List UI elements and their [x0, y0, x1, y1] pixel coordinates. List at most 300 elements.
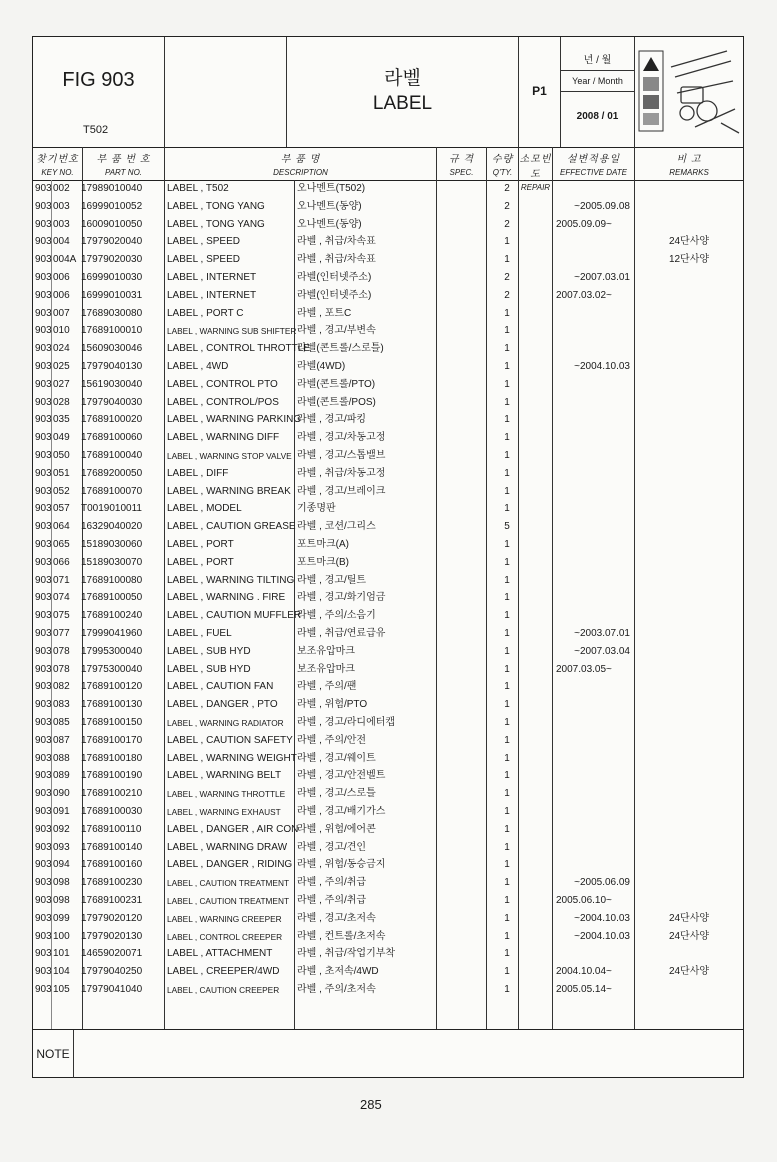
table-row — [33, 500, 743, 518]
table-row — [33, 714, 743, 732]
part-number: 15189030070 — [81, 556, 143, 568]
table-row — [33, 678, 743, 696]
table-row — [33, 839, 743, 857]
key-number: 050 — [53, 450, 70, 461]
description-ko: 라벨(인터넷주소) — [297, 289, 372, 301]
table-row — [33, 785, 743, 803]
key-number: 025 — [53, 361, 70, 372]
quantity: 1 — [504, 734, 510, 746]
part-number: 17979020130 — [81, 930, 143, 942]
table-row — [33, 394, 743, 412]
quantity: 1 — [504, 254, 510, 266]
quantity: 1 — [504, 877, 510, 889]
remarks: 24단사양 — [668, 236, 710, 248]
key-prefix: 903 — [35, 859, 52, 871]
effective-date: ~2005.09.08 — [574, 200, 630, 212]
part-number: 16999010031 — [81, 289, 143, 301]
part-number: 17999041960 — [81, 628, 143, 639]
effective-date: ~2003.07.01 — [574, 628, 630, 639]
key-number: 024 — [53, 343, 70, 355]
quantity: 1 — [504, 912, 510, 924]
key-prefix: 903 — [35, 912, 52, 924]
table-row — [33, 536, 743, 554]
table-row — [33, 305, 743, 323]
key-prefix: 903 — [35, 467, 52, 479]
table-row — [33, 198, 743, 216]
description-en: LABEL , CONTROL CREEPER — [167, 931, 283, 942]
description-en: LABEL , T502 — [167, 183, 229, 194]
key-prefix: 903 — [35, 681, 52, 693]
key-prefix: 903 — [35, 236, 52, 248]
key-prefix: 903 — [35, 485, 52, 497]
key-number: 078 — [53, 645, 70, 657]
key-number: 007 — [53, 307, 70, 319]
part-number: 17689100120 — [81, 681, 143, 693]
table-row — [33, 251, 743, 269]
table-row — [33, 447, 743, 465]
description-ko: 라벨 , 포트C — [297, 307, 352, 319]
header-repair: 소모빈도 REPAIR — [519, 147, 553, 180]
table-row — [33, 518, 743, 536]
part-number: 17689100140 — [81, 841, 143, 853]
description-en: LABEL , CAUTION MUFFLER — [167, 610, 302, 622]
table-row — [33, 767, 743, 785]
remarks: 24단사양 — [668, 930, 710, 942]
part-number: 15189030060 — [81, 539, 143, 550]
table-row — [33, 465, 743, 483]
key-prefix: 903 — [35, 645, 52, 657]
key-prefix: 903 — [35, 450, 52, 461]
description-en: LABEL , CONTROL/POS — [167, 396, 279, 408]
effective-date: 2005.05.14~ — [556, 984, 612, 995]
description-en: LABEL , WARNING RADIATOR — [167, 718, 284, 728]
part-number: 17689100230 — [81, 877, 143, 889]
key-number: 075 — [53, 610, 70, 622]
key-prefix: 903 — [35, 770, 52, 782]
key-prefix: 903 — [35, 574, 52, 586]
part-number: 17979020040 — [81, 236, 143, 248]
header-part-no: 부 품 번 호 PART NO. — [83, 147, 165, 180]
part-number: 17689100180 — [81, 752, 143, 764]
part-number: 17979020120 — [81, 912, 143, 924]
quantity: 1 — [504, 895, 510, 906]
table-row — [33, 376, 743, 394]
key-prefix: 903 — [35, 521, 52, 533]
key-number: 074 — [53, 592, 70, 604]
remarks: 12단사양 — [668, 254, 710, 266]
note-label: NOTE — [33, 1030, 74, 1078]
description-ko: 라벨 , 경고/견인 — [297, 841, 367, 853]
part-number: 17689100030 — [81, 806, 143, 817]
effective-date: 2005.06.10~ — [556, 895, 612, 906]
description-ko: 라벨 , 취급/차속표 — [297, 254, 376, 266]
description-en: LABEL , DIFF — [167, 467, 229, 479]
description-en: LABEL , MODEL — [167, 503, 242, 515]
header-remarks: 비 고 REMARKS — [669, 154, 709, 177]
part-number: 17689100170 — [81, 734, 143, 746]
quantity: 5 — [504, 521, 510, 533]
table-row — [33, 696, 743, 714]
quantity: 1 — [504, 378, 510, 390]
part-number: 17689100050 — [81, 592, 143, 604]
key-number: 100 — [53, 930, 70, 942]
description-ko: 라벨 , 초저속/4WD — [297, 966, 379, 978]
key-prefix: 903 — [35, 325, 52, 337]
description-en: LABEL , CAUTION TREATMENT — [167, 896, 290, 906]
key-number: 004A — [53, 254, 77, 266]
key-prefix: 903 — [35, 396, 52, 408]
remarks: 24단사양 — [668, 966, 710, 978]
key-number: 092 — [53, 823, 70, 835]
table-row — [33, 358, 743, 376]
key-number: 066 — [53, 556, 70, 568]
quantity: 1 — [504, 859, 510, 871]
description-ko: 라벨 , 주의/취급 — [297, 895, 367, 906]
part-number: 17689100070 — [81, 485, 143, 497]
part-number: 17979041040 — [81, 984, 143, 995]
description-en: LABEL , CONTROL PTO — [167, 378, 278, 390]
key-number: 089 — [53, 770, 70, 782]
key-number: 077 — [53, 628, 70, 639]
quantity: 1 — [504, 414, 510, 426]
key-number: 006 — [53, 289, 70, 301]
description-en: LABEL , CAUTION GREASE — [167, 521, 296, 533]
blank-header-cell — [165, 37, 287, 147]
key-number: 064 — [53, 521, 70, 533]
quantity: 1 — [504, 841, 510, 853]
effective-date: ~2004.10.03 — [574, 912, 630, 924]
description-ko: 라벨 , 컨트롤/초저속 — [297, 930, 386, 942]
page-number: 285 — [360, 1097, 382, 1112]
table-row — [33, 554, 743, 572]
key-number: 091 — [53, 806, 70, 817]
remarks: 24단사양 — [668, 912, 710, 924]
description-ko: 보조유압마크 — [297, 663, 355, 675]
figure-box — [33, 37, 165, 147]
page-code: P1 — [532, 84, 547, 98]
key-number: 003 — [53, 218, 70, 230]
key-number: 104 — [53, 966, 70, 978]
key-prefix: 903 — [35, 877, 52, 889]
quantity: 1 — [504, 361, 510, 372]
description-ko: 라벨 , 경고/틸트 — [297, 574, 367, 586]
description-en: LABEL , WARNING CREEPER — [167, 913, 282, 924]
table-row — [33, 625, 743, 643]
key-prefix: 903 — [35, 539, 52, 550]
title-box — [287, 37, 519, 147]
part-number: 17689100231 — [81, 895, 143, 906]
description-en: LABEL , PORT — [167, 539, 234, 550]
table-row — [33, 892, 743, 910]
model-name: T502 — [83, 124, 109, 136]
quantity: 1 — [504, 770, 510, 782]
key-prefix: 903 — [35, 254, 52, 266]
description-ko: 포트마크(B) — [297, 556, 349, 568]
quantity: 1 — [504, 645, 510, 657]
key-number: 028 — [53, 396, 70, 408]
table-row — [33, 803, 743, 821]
key-number: 003 — [53, 200, 70, 212]
key-prefix: 903 — [35, 699, 52, 711]
year-month-box — [561, 37, 635, 147]
description-ko: 라벨(인터넷주소) — [297, 272, 372, 283]
key-number: 098 — [53, 895, 70, 906]
table-row — [33, 821, 743, 839]
table-row — [33, 981, 743, 999]
part-number: 17689100190 — [81, 770, 143, 782]
description-en: LABEL , CREEPER/4WD — [167, 966, 280, 978]
table-row — [33, 750, 743, 768]
description-en: LABEL , INTERNET — [167, 272, 257, 283]
part-number: 17689100060 — [81, 432, 143, 444]
description-en: LABEL , WARNING SUB SHIFTER — [167, 326, 297, 337]
description-ko: 라벨 , 경고/라디에터캡 — [297, 717, 396, 728]
description-ko: 라벨(콘트롤/스로틀) — [297, 343, 384, 355]
key-number: 010 — [53, 325, 70, 337]
part-number: 17995300040 — [81, 645, 143, 657]
description-en: LABEL , CAUTION CREEPER — [167, 985, 280, 995]
parts-sheet — [32, 36, 744, 1078]
key-prefix: 903 — [35, 272, 52, 283]
table-row — [33, 429, 743, 447]
description-en: LABEL , WARNING BELT — [167, 770, 282, 782]
quantity: 1 — [504, 592, 510, 604]
part-number: 17689100240 — [81, 610, 143, 622]
description-en: LABEL , CAUTION FAN — [167, 681, 274, 693]
key-number: 065 — [53, 539, 70, 550]
description-ko: 라벨 , 위험/동승금지 — [297, 859, 386, 871]
description-ko: 라벨 , 경고/웨이트 — [297, 752, 376, 764]
key-number: 105 — [53, 984, 70, 995]
key-number: 052 — [53, 485, 70, 497]
key-number: 004 — [53, 236, 70, 248]
table-row — [33, 732, 743, 750]
quantity: 1 — [504, 343, 510, 355]
key-number: 006 — [53, 272, 70, 283]
quantity: 1 — [504, 450, 510, 461]
quantity: 1 — [504, 467, 510, 479]
quantity: 1 — [504, 307, 510, 319]
quantity: 1 — [504, 539, 510, 550]
description-en: LABEL , WARNING THROTTLE — [167, 789, 286, 800]
table-row — [33, 269, 743, 287]
table-row — [33, 643, 743, 661]
key-number: 049 — [53, 432, 70, 444]
page-box — [519, 37, 561, 147]
effective-date: 2007.03.02~ — [556, 289, 612, 301]
quantity: 1 — [504, 325, 510, 337]
key-prefix: 903 — [35, 788, 52, 800]
table-row — [33, 411, 743, 429]
quantity: 1 — [504, 966, 510, 978]
effective-date: ~2004.10.03 — [574, 930, 630, 942]
part-number: 17975300040 — [81, 663, 143, 675]
description-ko: 라벨 , 취급/차동고정 — [297, 467, 386, 479]
key-prefix: 903 — [35, 361, 52, 372]
tractor-logo — [635, 37, 743, 147]
description-ko: 라벨 , 주의/취급 — [297, 877, 367, 889]
year-month-value: 2008 / 01 — [576, 111, 619, 122]
part-number: 15619030040 — [81, 378, 143, 390]
description-en: LABEL , TONG YANG — [167, 200, 265, 212]
description-ko: 오나멘트(T502) — [297, 183, 366, 194]
key-prefix: 903 — [35, 610, 52, 622]
key-prefix: 903 — [35, 984, 52, 995]
key-number: 085 — [53, 717, 70, 728]
table-row — [33, 483, 743, 501]
description-en: LABEL , SPEED — [167, 236, 240, 248]
quantity: 1 — [504, 610, 510, 622]
description-ko: 라벨 , 경고/화기엄금 — [297, 592, 386, 604]
table-row — [33, 340, 743, 358]
effective-date: ~2005.06.09 — [574, 877, 630, 889]
key-prefix: 903 — [35, 378, 52, 390]
table-row — [33, 180, 743, 198]
part-number: 16329040020 — [81, 521, 143, 533]
quantity: 1 — [504, 396, 510, 408]
title-korean: 라벨 — [384, 68, 421, 89]
key-prefix: 903 — [35, 841, 52, 853]
description-en: LABEL , WARNING TILTING — [167, 574, 295, 586]
description-ko: 오나멘트(동양) — [297, 218, 362, 230]
description-en: LABEL , 4WD — [167, 361, 229, 372]
quantity: 1 — [504, 681, 510, 693]
part-number: 17689100130 — [81, 699, 143, 711]
table-row — [33, 874, 743, 892]
effective-date: 2005.09.09~ — [556, 218, 612, 230]
quantity: 2 — [504, 200, 510, 212]
key-prefix: 903 — [35, 948, 52, 960]
description-en: LABEL , DANGER , RIDING — [167, 859, 293, 871]
quantity: 1 — [504, 574, 510, 586]
table-row — [33, 910, 743, 928]
quantity: 2 — [504, 289, 510, 301]
key-prefix: 903 — [35, 592, 52, 604]
part-number: 17979040030 — [81, 396, 143, 408]
quantity: 1 — [504, 806, 510, 817]
description-ko: 라벨 , 경고/파킹 — [297, 414, 367, 426]
key-prefix: 903 — [35, 503, 52, 515]
key-number: 002 — [53, 183, 70, 194]
key-number: 088 — [53, 752, 70, 764]
header-key-no: 찾기번호 KEY NO. — [33, 147, 83, 180]
header-qty: 수량 Q'TY. — [487, 147, 519, 180]
part-number: 17979040250 — [81, 966, 143, 978]
description-en: LABEL , PORT — [167, 556, 234, 568]
header-description: 부 품 명 DESCRIPTION — [165, 147, 437, 180]
description-en: LABEL , SPEED — [167, 254, 240, 266]
key-number: 082 — [53, 681, 70, 693]
part-number: 17689100040 — [81, 450, 143, 461]
description-en: LABEL , CAUTION SAFETY — [167, 734, 293, 746]
key-number: 099 — [53, 912, 70, 924]
quantity: 1 — [504, 823, 510, 835]
key-number: 071 — [53, 574, 70, 586]
table-row — [33, 322, 743, 340]
key-prefix: 903 — [35, 218, 52, 230]
quantity: 2 — [504, 183, 510, 194]
quantity: 1 — [504, 788, 510, 800]
quantity: 1 — [504, 556, 510, 568]
description-en: LABEL , TONG YANG — [167, 218, 265, 230]
description-en: LABEL , WARNING EXHAUST — [167, 807, 281, 817]
part-number: 15609030046 — [81, 343, 143, 355]
description-en: LABEL , ATTACHMENT — [167, 948, 273, 960]
effective-date: ~2007.03.04 — [574, 645, 630, 657]
key-prefix: 903 — [35, 183, 52, 194]
description-ko: 라벨 , 주의/소음기 — [297, 610, 376, 622]
key-number: 078 — [53, 663, 70, 675]
effective-date: 2007.03.05~ — [556, 663, 612, 675]
table-row — [33, 233, 743, 251]
key-prefix: 903 — [35, 930, 52, 942]
key-prefix: 903 — [35, 343, 52, 355]
table-row — [33, 287, 743, 305]
key-number: 035 — [53, 414, 70, 426]
quantity: 1 — [504, 663, 510, 675]
description-en: LABEL , WARNING BREAK — [167, 485, 291, 497]
description-ko: 기종명판 — [297, 503, 336, 515]
description-en: LABEL , SUB HYD — [167, 645, 251, 657]
description-ko: 라벨 , 경고/부변속 — [297, 325, 376, 337]
table-row — [33, 963, 743, 981]
part-number: 17989010040 — [81, 183, 143, 194]
table-row — [33, 589, 743, 607]
table-row — [33, 928, 743, 946]
part-number: 17689100080 — [81, 574, 143, 586]
table-row — [33, 607, 743, 625]
description-ko: 오나멘트(동양) — [297, 200, 362, 212]
table-row — [33, 661, 743, 679]
description-ko: 라벨 , 위험/에어콘 — [297, 823, 376, 835]
part-number: 17689200050 — [81, 467, 143, 479]
description-ko: 라벨 , 경고/스톱밸브 — [297, 450, 386, 461]
description-ko: 라벨 , 주의/초저속 — [297, 984, 376, 995]
year-month-korean: 년 / 월 — [583, 55, 612, 66]
description-ko: 라벨 , 코션/그리스 — [297, 521, 376, 533]
description-en: LABEL , FUEL — [167, 628, 232, 639]
description-en: LABEL , WARNING WEIGHT — [167, 752, 297, 764]
description-en: LABEL , INTERNET — [167, 289, 257, 301]
key-prefix: 903 — [35, 752, 52, 764]
description-ko: 라벨 , 취급/차속표 — [297, 236, 376, 248]
description-ko: 라벨 , 경고/브레이크 — [297, 485, 386, 497]
description-en: LABEL , WARNING PARKING — [167, 414, 302, 426]
quantity: 2 — [504, 218, 510, 230]
description-en: LABEL , PORT C — [167, 307, 244, 319]
key-prefix: 903 — [35, 200, 52, 212]
part-number: 17979020030 — [81, 254, 143, 266]
part-number: 14659020071 — [81, 948, 143, 960]
key-prefix: 903 — [35, 806, 52, 817]
description-ko: 라벨(콘트롤/POS) — [297, 396, 376, 408]
key-number: 051 — [53, 467, 70, 479]
key-number: 027 — [53, 378, 70, 390]
part-number: 17689100210 — [81, 788, 143, 800]
quantity: 1 — [504, 503, 510, 515]
key-number: 087 — [53, 734, 70, 746]
year-month-english: Year / Month — [561, 70, 634, 92]
table-row — [33, 216, 743, 234]
quantity: 1 — [504, 752, 510, 764]
description-ko: 라벨 , 경고/스로틀 — [297, 788, 376, 800]
description-ko: 보조유압마크 — [297, 645, 355, 657]
description-ko: 라벨 , 경고/배기가스 — [297, 806, 386, 817]
key-number: 083 — [53, 699, 70, 711]
warning-logo-icon — [635, 37, 743, 147]
description-en: LABEL , SUB HYD — [167, 663, 251, 675]
key-prefix: 903 — [35, 556, 52, 568]
